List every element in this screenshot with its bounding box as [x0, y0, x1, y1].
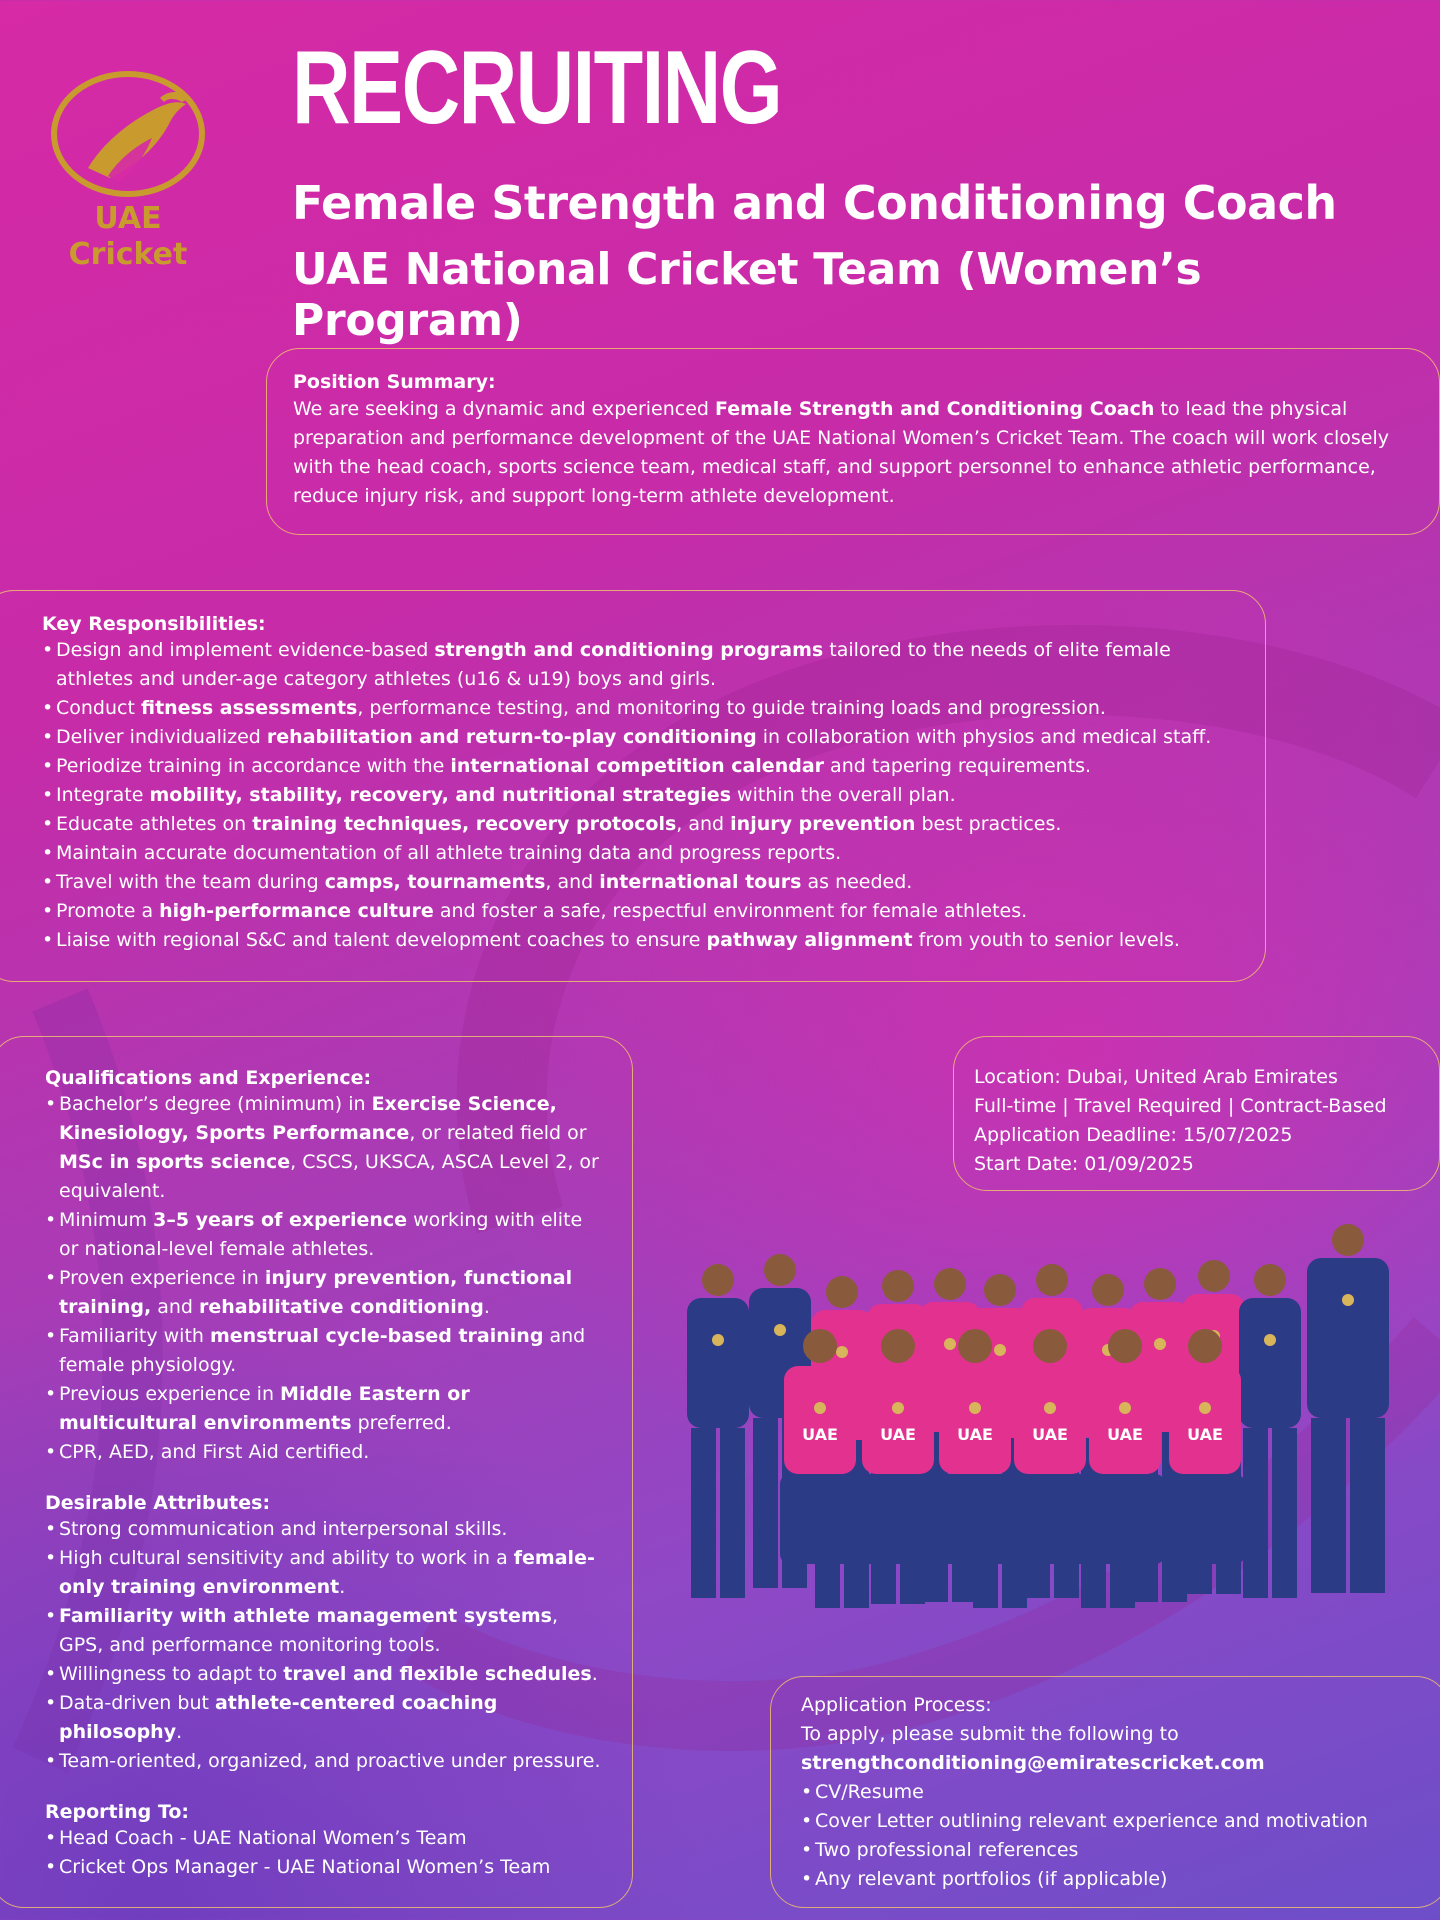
position-summary-card [266, 348, 1440, 535]
list-item: • Periodize training in accordance with the international competition calendar and tapering requirements. [42, 752, 1241, 781]
attributes-list [45, 1515, 602, 1776]
list-item: • Previous experience in Middle Eastern or multicultural environments preferred. [45, 1380, 602, 1438]
list-item: • Cover Letter outlining relevant experience and motivation [801, 1807, 1440, 1836]
key-responsibilities-heading: Key Responsibilities: [42, 613, 266, 635]
application-list [801, 1778, 1440, 1894]
jersey-text: UAE [1032, 1425, 1068, 1444]
list-item: • Data-driven but athlete-centered coaching philosophy. [45, 1689, 602, 1747]
uae-cricket-logo [48, 68, 208, 270]
job-title: Female Strength and Conditioning Coach [292, 176, 1337, 230]
list-item: • Willingness to adapt to travel and flexible schedules. [45, 1660, 602, 1689]
list-item: • Head Coach - UAE National Women’s Team [45, 1824, 602, 1853]
list-item: • Maintain accurate documentation of all athlete training data and progress reports. [42, 839, 1241, 868]
team-photo [670, 1218, 1410, 1608]
recruiting-heading: RECRUITING [292, 30, 782, 146]
position-summary-text: We are seeking a dynamic and experienced Female Strength and Conditioning Coach to lead the physical preparation and performance development of the UAE National Women’s Cricket Team. The coach will work closely with the head coach, sports science team, medical staff, and support personnel to enhance athletic performance, reduce injury risk, and support long-term athlete development. [293, 398, 1389, 507]
qualifications-heading: Qualifications and Experience: [45, 1067, 372, 1089]
player-figure [1307, 1224, 1389, 1593]
jersey-text: UAE [1187, 1425, 1223, 1444]
jersey-text: UAE [957, 1425, 993, 1444]
list-item: • Team-oriented, organized, and proactive under pressure. [45, 1747, 602, 1776]
list-item: • Educate athletes on training techniques, recovery protocols, and injury prevention best practices. [42, 810, 1241, 839]
qualifications-list [45, 1090, 602, 1467]
jersey-text: UAE [1107, 1425, 1143, 1444]
list-item: • Liaise with regional S&C and talent development coaches to ensure pathway alignment from youth to senior levels. [42, 926, 1241, 955]
logo-text-cricket: Cricket [68, 237, 188, 272]
list-item: • Strong communication and interpersonal skills. [45, 1515, 602, 1544]
application-intro: To apply, please submit the following to [801, 1723, 1179, 1745]
list-item: • Familiarity with athlete management systems, GPS, and performance monitoring tools. [45, 1602, 602, 1660]
list-item: • Bachelor’s degree (minimum) in Exercise Science, Kinesiology, Sports Performance, or related field or MSc in sports science, CSCS, UKSCA, ASCA Level 2, or equivalent. [45, 1090, 602, 1206]
list-item: • CPR, AED, and First Aid certified. [45, 1438, 602, 1467]
list-item: • Cricket Ops Manager - UAE National Women’s Team [45, 1853, 602, 1882]
desirable-attributes-heading: Desirable Attributes: [45, 1492, 271, 1514]
list-item: • High cultural sensitivity and ability to work in a female-only training environment. [45, 1544, 602, 1602]
job-details-card [953, 1036, 1440, 1191]
list-item: • Proven experience in injury prevention, functional training, and rehabilitative conditioning. [45, 1264, 602, 1322]
jersey-text: UAE [802, 1425, 838, 1444]
logo-text-uae: UAE [94, 201, 162, 236]
list-item: • Any relevant portfolios (if applicable) [801, 1865, 1440, 1894]
list-item: • Promote a high-performance culture and foster a safe, respectful environment for female athletes. [42, 897, 1241, 926]
employment-type-text: Full-time | Travel Required | Contract-Based [974, 1095, 1387, 1117]
reporting-heading: Reporting To: [45, 1801, 189, 1823]
application-email-link[interactable]: strengthconditioning@emiratescricket.com [801, 1752, 1265, 1774]
jersey-text: UAE [880, 1425, 916, 1444]
player-figure [687, 1264, 749, 1598]
location-text: Location: Dubai, United Arab Emirates [974, 1066, 1338, 1088]
list-item: • Travel with the team during camps, tournaments, and international tours as needed. [42, 868, 1241, 897]
reporting-list [45, 1824, 602, 1882]
position-summary-heading: Position Summary: [293, 371, 496, 393]
list-item: • Design and implement evidence-based strength and conditioning programs tailored to the needs of elite female athletes and under-age category athletes (u16 & u19) boys and girls. [42, 636, 1241, 694]
deadline-text: Application Deadline: 15/07/2025 [974, 1124, 1293, 1146]
key-responsibilities-card [0, 590, 1266, 982]
list-item: • CV/Resume [801, 1778, 1440, 1807]
start-date-text: Start Date: 01/09/2025 [974, 1153, 1194, 1175]
application-heading: Application Process: [801, 1694, 992, 1716]
responsibilities-list [42, 636, 1241, 955]
list-item: • Familiarity with menstrual cycle-based training and female physiology. [45, 1322, 602, 1380]
list-item: • Deliver individualized rehabilitation and return-to-play conditioning in collaboration with physios and medical staff. [42, 723, 1241, 752]
application-process-card [770, 1676, 1440, 1908]
list-item: • Two professional references [801, 1836, 1440, 1865]
team-subtitle: UAE National Cricket Team (Women’s Program) [292, 244, 1202, 346]
list-item: • Minimum 3–5 years of experience working with elite or national-level female athletes. [45, 1206, 602, 1264]
falcon-emblem-icon [48, 68, 208, 198]
list-item: • Integrate mobility, stability, recovery, and nutritional strategies within the overall plan. [42, 781, 1241, 810]
list-item: • Conduct fitness assessments, performance testing, and monitoring to guide training loads and progression. [42, 694, 1241, 723]
qualifications-card [0, 1036, 633, 1908]
player-figure [1239, 1264, 1301, 1598]
